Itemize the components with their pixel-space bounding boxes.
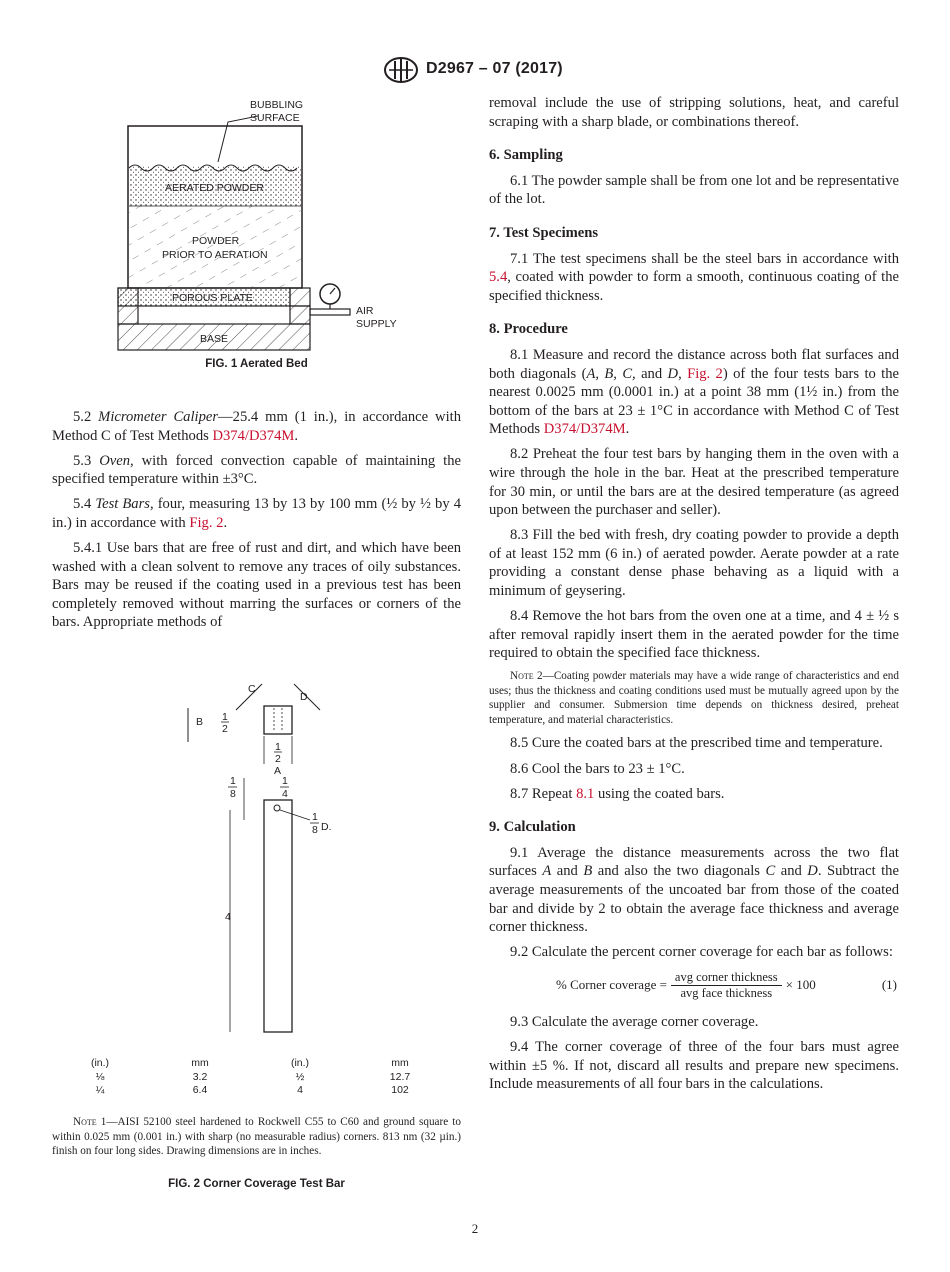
svg-text:2: 2 [275, 753, 281, 765]
label-c: C [248, 683, 256, 695]
label-prior-aeration: PRIOR TO AERATION [162, 249, 268, 261]
svg-text:1: 1 [282, 775, 288, 787]
page-header [0, 52, 950, 86]
link-fig2-b[interactable]: Fig. 2 [687, 365, 723, 382]
label-porous-plate: POROUS PLATE [172, 292, 253, 304]
para-9-4: 9.4 The corner coverage of three of the four bars must agree within ±5 %. If not, discard all results and prepare new specimens. Include measurements of all four bars in the calculations. [489, 1038, 899, 1093]
para-9-3: 9.3 Calculate the average corner coverage. [510, 1013, 759, 1030]
link-fig2[interactable]: Fig. 2 [189, 514, 224, 531]
figure1-caption: FIG. 1 Aerated Bed [205, 358, 308, 370]
svg-text:1: 1 [230, 775, 236, 787]
astm-logo-icon [383, 56, 419, 84]
label-surface: SURFACE [250, 112, 300, 124]
left-column [52, 408, 461, 639]
heading-test-specimens: 7. Test Specimens [489, 224, 599, 241]
label-length: 4 [225, 911, 231, 923]
heading-procedure: 8. Procedure [489, 321, 568, 338]
label-air: AIR [356, 305, 374, 317]
equation-number: (1) [881, 977, 897, 993]
page-number: 2 [471, 1221, 479, 1236]
heading-calculation: 9. Calculation [489, 819, 576, 836]
label-d: D [300, 691, 308, 703]
right-column [489, 94, 899, 1100]
table-header: (in.) mm (in.) mm [90, 1057, 409, 1069]
para-5-2: 5.2 Micrometer Caliper—25.4 mm (1 in.), in accordance with Method C of Test Methods D374/D374M. [52, 409, 462, 444]
para-8-6: 8.6 Cool the bars to 23 ± 1°C. [510, 760, 685, 777]
para-8-7: 8.7 Repeat 8.1 using the coated bars. [510, 785, 725, 802]
note-2: Note 2—Coating powder materials may have a wide range of characteristics and end uses; thus the thickness and coating conditions used must be mutually agreed upon by the supplier and consumer. Submersion time depends on thickness desired, preheat temperature, and material characteristics. [489, 670, 899, 726]
link-5-4[interactable]: 5.4 [489, 269, 508, 286]
para-5-4-1: 5.4.1 Use bars that are free of rust and dirt, and which have been washed with a clean solvent to remove any traces of oily substances. Bars may be reused if the coating used in a previous test has been completely removed without marring the surfaces or corners of the bars. Appropriate methods of [52, 540, 461, 631]
para-8-2: 8.2 Preheat the four test bars by hanging them in the oven with a wire through the hole in the bar. Heat at the prescribed temperature for 30 min, or until the bars are at the desired temperature (as agreed upon between the purchaser and seller). [489, 446, 899, 519]
svg-text:1: 1 [312, 811, 318, 823]
svg-text:4: 4 [282, 788, 288, 800]
para-8-4: 8.4 Remove the hot bars from the oven one at a time, and 4 ± ½ s after removal rapidly insert them in the aerated powder for the time required to obtain the specified face thickness. [489, 608, 899, 662]
svg-text:8: 8 [230, 788, 236, 800]
table-row: ⅛ 3.2 ½ 12.7 [95, 1070, 411, 1083]
para-9-1: 9.1 Average the distance measurements across the two flat surfaces A and B and also the two diagonals C and D. Subtract the average measurements of the uncoated bar from those of the coated bar and divide by 2 to obtain the average face thickness and average corner thickness. [489, 844, 899, 936]
label-bubbling: BUBBLING [250, 99, 304, 111]
label-aerated-powder: AERATED POWDER [165, 182, 264, 194]
para-8-5: 8.5 Cure the coated bars at the prescribed time and temperature. [510, 735, 883, 752]
link-8-1[interactable]: 8.1 [576, 785, 595, 802]
para-6-1: 6.1 The powder sample shall be from one lot and be representative of the lot. [489, 172, 899, 208]
svg-text:8: 8 [312, 824, 318, 836]
svg-text:1: 1 [222, 711, 228, 723]
figure-test-bar [170, 670, 360, 1040]
equation-fraction: $\frac{\text{avg corner thickness}}{\text{avg face thickness}}$ [671, 970, 782, 1001]
heading-sampling: 6. Sampling [489, 147, 563, 164]
equation-1: % Corner coverage = $\frac{\text{avg corner thickness}}{\text{avg face thickness}}$ × 100 (1) [556, 969, 897, 1000]
figure2-conversion-table [52, 1057, 461, 1098]
figure-aerated-bed [110, 94, 410, 356]
para-9-2: 9.2 Calculate the percent corner coverage for each bar as follows: [510, 944, 893, 961]
label-b: B [196, 716, 204, 728]
label-powder: POWDER [192, 235, 240, 247]
figure2-caption: FIG. 2 Corner Coverage Test Bar [168, 1178, 345, 1190]
note-1: Note 1—AISI 52100 steel hardened to Rockwell C55 to C60 and ground square to within 0.025 mm (0.001 in.) with sharp (no measurable radius) corners. 813 nm (32 µin.) finish on four long sides. Drawing dimensions are in inches. [52, 1116, 461, 1157]
para-5-4: 5.4 Test Bars, four, measuring 13 by 13 by 100 mm (½ by ½ by 4 in.) in accordance with Fig. 2. [52, 496, 462, 531]
para-continuation: removal include the use of stripping solutions, heat, and careful scraping with a sharp blade, or combinations thereof. [489, 95, 899, 130]
table-row: ¼ 6.4 4 102 [95, 1084, 409, 1096]
para-5-3: 5.3 Oven, with forced convection capable of maintaining the specified temperature within ±3°C. [52, 452, 461, 488]
label-base: BASE [200, 333, 229, 345]
para-8-1: 8.1 Measure and record the distance across both flat surfaces and both diagonals (A, B, C, and D, Fig. 2) of the four tests bars to the nearest 0.0025 mm (0.0001 in.) at a point 38 mm (1½ in.) from the bottom of the bars at 23 ± 1°C in accordance with Method C of Test Methods D374/D374M. [489, 346, 899, 438]
standard-number: D2967 – 07 (2017) [426, 60, 563, 77]
para-8-3: 8.3 Fill the bed with fresh, dry coating powder to provide a depth of at least 152 mm (6 in.) of aerated powder. Aerate powder at a rate providing a constant dense phase behaving as a liquid with a minimum of geysering. [489, 527, 899, 600]
svg-text:1: 1 [275, 741, 281, 753]
label-a: A [274, 765, 282, 777]
label-supply: SUPPLY [356, 318, 397, 330]
link-d374[interactable]: D374/D374M [212, 427, 295, 444]
link-d374-b[interactable]: D374/D374M [543, 421, 626, 438]
svg-text:D.: D. [321, 821, 332, 833]
para-7-1: 7.1 The test specimens shall be the steel bars in accordance with 5.4, coated with powder to form a smooth, continuous coating of the specified thickness. [489, 250, 899, 304]
svg-text:2: 2 [222, 723, 228, 735]
